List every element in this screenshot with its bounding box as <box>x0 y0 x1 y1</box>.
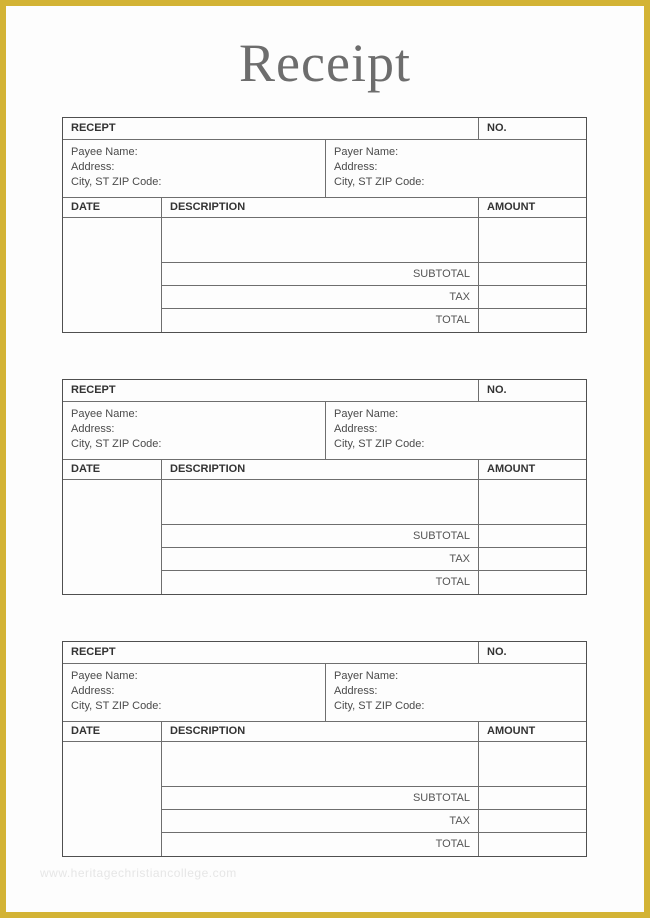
receipt-blocks <box>62 117 587 903</box>
payer-info <box>326 140 586 197</box>
payer-address-label: Address: <box>334 685 378 697</box>
payee-city-label: City, ST ZIP Code: <box>71 700 162 712</box>
watermark: www.heritagechristiancollege.com <box>40 866 237 880</box>
payee-info <box>63 140 326 197</box>
tax-amount-cell <box>479 548 586 570</box>
amount-column-header: AMOUNT <box>487 725 536 737</box>
receipt-label: RECEPT <box>63 642 479 663</box>
payee-info <box>63 664 326 721</box>
payer-city-label: City, ST ZIP Code: <box>334 700 425 712</box>
entry-line <box>162 480 586 525</box>
tax-amount-cell <box>479 286 586 308</box>
payer-info <box>326 664 586 721</box>
amount-column-header: AMOUNT <box>487 201 536 213</box>
receipt-block <box>62 117 587 333</box>
tax-label: TAX <box>162 548 479 570</box>
entries-area <box>63 480 586 594</box>
payer-city-label: City, ST ZIP Code: <box>334 176 425 188</box>
date-entry-cell <box>63 218 162 332</box>
description-amount-area <box>162 218 586 332</box>
parties-row <box>63 664 586 722</box>
subtotal-amount-cell <box>479 263 586 285</box>
description-entry-cell <box>162 218 479 262</box>
description-column-header: DESCRIPTION <box>162 722 479 741</box>
receipt-block-header-row <box>63 642 586 664</box>
amount-entry-cell <box>479 480 586 524</box>
payer-name-label: Payer Name: <box>334 146 399 158</box>
description-amount-area <box>162 742 586 856</box>
payer-city-label: City, ST ZIP Code: <box>334 438 425 450</box>
payer-address-label: Address: <box>334 161 378 173</box>
payer-name-label: Payer Name: <box>334 408 399 420</box>
description-entry-cell <box>162 480 479 524</box>
payee-city-label: City, ST ZIP Code: <box>71 176 162 188</box>
total-amount-cell <box>479 833 586 856</box>
amount-column-header: AMOUNT <box>487 463 536 475</box>
payee-address-label: Address: <box>71 161 115 173</box>
column-headers-row <box>63 460 586 480</box>
tax-row <box>162 810 586 833</box>
total-row <box>162 309 586 332</box>
date-column-header: DATE <box>63 198 162 217</box>
subtotal-amount-cell <box>479 787 586 809</box>
description-column-header: DESCRIPTION <box>162 198 479 217</box>
total-amount-cell <box>479 571 586 594</box>
description-entry-cell <box>162 742 479 786</box>
description-column-header: DESCRIPTION <box>162 460 479 479</box>
tax-label: TAX <box>162 286 479 308</box>
subtotal-row <box>162 525 586 548</box>
page-title: Receipt <box>239 33 411 93</box>
receipt-label: RECEPT <box>63 380 479 401</box>
receipt-block-header-row <box>63 118 586 140</box>
column-headers-row <box>63 722 586 742</box>
receipt-number-label: NO. <box>487 122 507 134</box>
payee-address-label: Address: <box>71 685 115 697</box>
entry-line <box>162 742 586 787</box>
parties-row <box>63 140 586 198</box>
payer-address-label: Address: <box>334 423 378 435</box>
tax-label: TAX <box>162 810 479 832</box>
tax-row <box>162 286 586 309</box>
receipt-block <box>62 379 587 595</box>
payee-info <box>63 402 326 459</box>
date-column-header: DATE <box>63 722 162 741</box>
subtotal-label: SUBTOTAL <box>162 263 479 285</box>
payee-name-label: Payee Name: <box>71 670 138 682</box>
amount-entry-cell <box>479 742 586 786</box>
subtotal-label: SUBTOTAL <box>162 787 479 809</box>
receipt-number-label: NO. <box>487 646 507 658</box>
receipt-label: RECEPT <box>63 118 479 139</box>
tax-amount-cell <box>479 810 586 832</box>
entries-area <box>63 742 586 856</box>
total-row <box>162 571 586 594</box>
subtotal-label: SUBTOTAL <box>162 525 479 547</box>
payee-address-label: Address: <box>71 423 115 435</box>
column-headers-row <box>63 198 586 218</box>
total-row <box>162 833 586 856</box>
date-entry-cell <box>63 742 162 856</box>
receipt-number-label: NO. <box>487 384 507 396</box>
total-label: TOTAL <box>162 571 479 594</box>
date-column-header: DATE <box>63 460 162 479</box>
total-amount-cell <box>479 309 586 332</box>
subtotal-row <box>162 263 586 286</box>
payer-name-label: Payer Name: <box>334 670 399 682</box>
date-entry-cell <box>63 480 162 594</box>
subtotal-row <box>162 787 586 810</box>
payer-info <box>326 402 586 459</box>
payee-name-label: Payee Name: <box>71 408 138 420</box>
parties-row <box>63 402 586 460</box>
entry-line <box>162 218 586 263</box>
payee-name-label: Payee Name: <box>71 146 138 158</box>
entries-area <box>63 218 586 332</box>
description-amount-area <box>162 480 586 594</box>
payee-city-label: City, ST ZIP Code: <box>71 438 162 450</box>
amount-entry-cell <box>479 218 586 262</box>
tax-row <box>162 548 586 571</box>
total-label: TOTAL <box>162 833 479 856</box>
receipt-block-header-row <box>63 380 586 402</box>
subtotal-amount-cell <box>479 525 586 547</box>
receipt-block <box>62 641 587 857</box>
total-label: TOTAL <box>162 309 479 332</box>
